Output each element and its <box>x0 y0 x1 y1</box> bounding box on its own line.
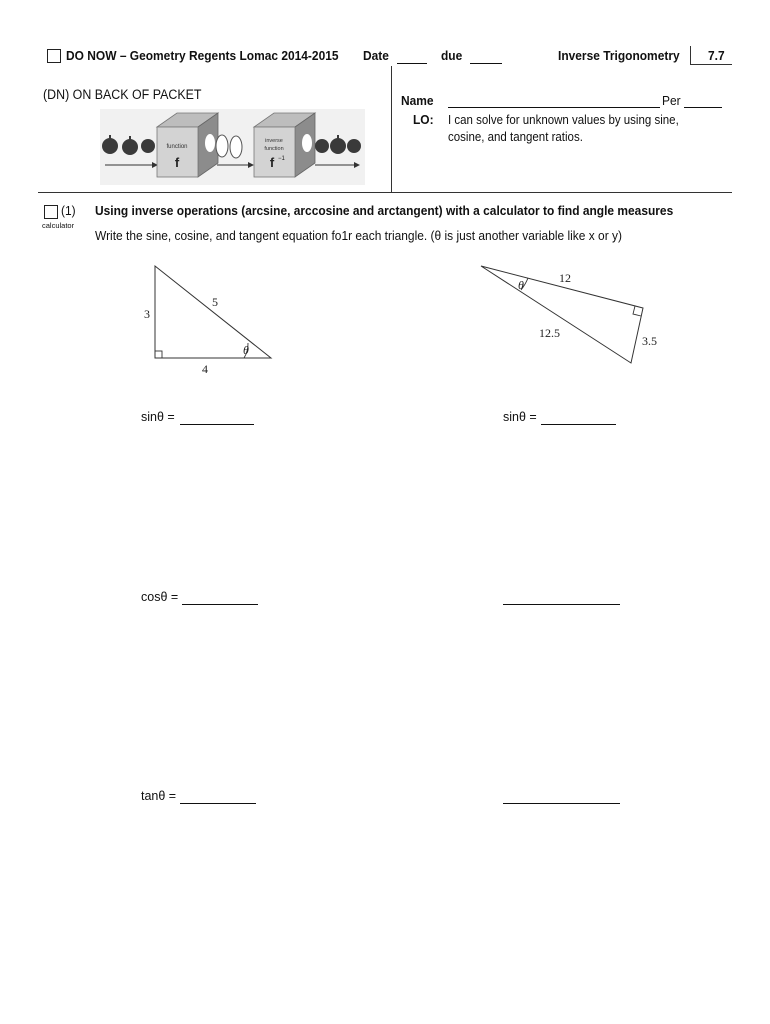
function-box-label: function <box>166 144 188 150</box>
due-label: due <box>441 48 463 63</box>
triangle-1-angle: θ <box>243 343 249 357</box>
triangle-2-top-side: 12 <box>559 271 571 285</box>
left-cos-label: cosθ = <box>141 590 179 604</box>
right-sin-label: sinθ = <box>503 410 537 424</box>
right-tan-blank[interactable] <box>503 791 620 804</box>
triangle-1 <box>140 260 280 380</box>
inverse-box-label-2: function <box>264 146 284 152</box>
learning-objective-label: LO: <box>413 112 434 127</box>
lesson-number: 7.7 <box>708 48 725 63</box>
name-blank[interactable] <box>448 95 660 108</box>
inverse-box-superscript: −1 <box>278 156 285 162</box>
name-label: Name <box>401 93 434 108</box>
left-sin-label: sinθ = <box>141 410 175 424</box>
inverse-box-label-1: inverse <box>265 138 283 144</box>
left-tan-label: tanθ = <box>141 789 177 803</box>
calculator-tag: calculator <box>42 221 75 230</box>
section-divider-horizontal <box>38 192 732 193</box>
lesson-number-underline <box>690 64 732 65</box>
section-divider-vertical <box>391 66 392 192</box>
left-sin-blank[interactable] <box>180 412 254 425</box>
due-blank[interactable] <box>470 51 502 64</box>
right-sin-blank[interactable] <box>541 412 616 425</box>
page-title: DO NOW – Geometry Regents Lomac 2014-2015 <box>66 48 339 63</box>
topic-title: Inverse Trigonometry <box>558 48 680 63</box>
learning-objective-line-2: cosine, and tangent ratios. <box>448 130 583 144</box>
dn-instruction: (DN) ON BACK OF PACKET <box>43 87 202 102</box>
right-cos-blank[interactable] <box>503 592 620 605</box>
date-blank[interactable] <box>397 51 427 64</box>
learning-objective-line-1: I can solve for unknown values by using sine, <box>448 113 679 127</box>
do-now-checkbox[interactable] <box>47 49 61 63</box>
lesson-number-divider <box>690 46 691 64</box>
period-blank[interactable] <box>684 95 722 108</box>
triangle-2-short-side: 3.5 <box>642 334 657 348</box>
triangle-1-side-horizontal: 4 <box>202 362 208 376</box>
problem-instruction: Write the sine, cosine, and tangent equation fo1r each triangle. (θ is just another variable like x or y) <box>95 228 622 243</box>
problem-number: (1) <box>61 203 76 218</box>
left-tan-blank[interactable] <box>180 791 256 804</box>
problem-heading: Using inverse operations (arcsine, arccosine and arctangent) with a calculator to find angle measures <box>95 203 674 218</box>
inverse-box-symbol: f <box>269 155 275 170</box>
triangle-2 <box>475 262 675 372</box>
left-cos-blank[interactable] <box>182 592 258 605</box>
triangle-1-side-vertical: 3 <box>144 307 150 321</box>
triangle-1-hypotenuse: 5 <box>212 295 218 309</box>
function-box-symbol: f <box>174 155 180 170</box>
period-label: Per <box>662 93 681 108</box>
date-label: Date <box>363 48 389 63</box>
triangle-2-hypotenuse: 12.5 <box>539 326 560 340</box>
triangle-2-angle: θ <box>518 278 524 292</box>
function-machine-illustration <box>100 109 365 185</box>
problem-1-checkbox[interactable] <box>44 205 58 219</box>
